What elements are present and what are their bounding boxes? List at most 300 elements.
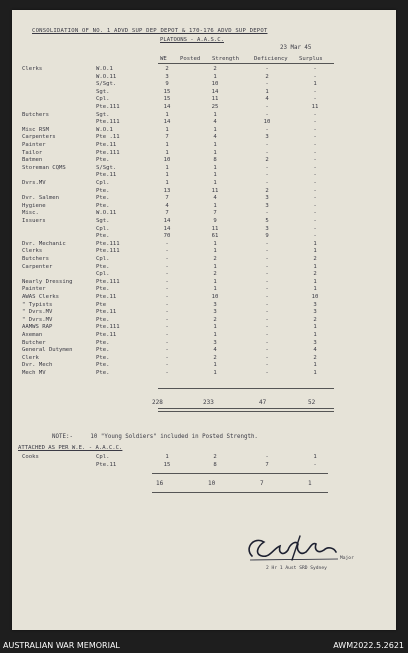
totals-rule-top bbox=[158, 388, 334, 389]
row-deficiency: - bbox=[265, 354, 269, 361]
row-posted: 1 bbox=[213, 126, 217, 133]
row-we: - bbox=[165, 294, 169, 300]
row-we: 2 bbox=[165, 66, 169, 72]
row-we: - bbox=[165, 301, 169, 308]
row-rank: W.O.1 bbox=[96, 66, 113, 72]
row-deficiency: - bbox=[265, 332, 269, 338]
row-posted: 1 bbox=[213, 111, 217, 118]
row-deficiency: - bbox=[265, 339, 269, 346]
footer-accession-number: AWM2022.5.2621 bbox=[333, 641, 404, 650]
row-posted: 2 bbox=[213, 454, 217, 460]
table-row bbox=[12, 210, 396, 217]
row-we: 15 bbox=[163, 96, 171, 103]
row-posted: 1 bbox=[213, 263, 217, 270]
row-trade: Carpenters bbox=[22, 134, 56, 141]
row-deficiency: - bbox=[265, 324, 269, 331]
row-we: - bbox=[165, 256, 169, 262]
row-we: - bbox=[165, 370, 169, 376]
row-rank: W.O.1 bbox=[96, 126, 113, 133]
table-row bbox=[12, 362, 396, 369]
table-row bbox=[12, 248, 396, 255]
row-rank: W.O.11 bbox=[96, 210, 117, 217]
document-subtitle: PLATOONS - A.A.S.C. bbox=[160, 37, 224, 43]
row-deficiency: 1 bbox=[265, 88, 269, 95]
signature bbox=[240, 530, 350, 566]
table-row bbox=[12, 112, 396, 119]
row-rank: Pte.11 bbox=[96, 461, 117, 468]
row-deficiency: - bbox=[265, 164, 269, 171]
row-trade: Mech MV bbox=[22, 370, 46, 376]
document-date: 23 Mar 45 bbox=[280, 45, 312, 51]
row-we: 1 bbox=[165, 172, 169, 179]
row-rank: Pte.11 bbox=[96, 142, 117, 148]
row-rank: Pte.111 bbox=[96, 149, 120, 156]
row-surplus: - bbox=[313, 195, 317, 202]
row-deficiency: - bbox=[265, 126, 269, 133]
row-surplus: 1 bbox=[313, 286, 317, 293]
row-deficiency: - bbox=[265, 347, 269, 354]
attached-heading: ATTACHED AS PER W.E. - A.A.C.C. bbox=[18, 445, 123, 451]
row-surplus: - bbox=[313, 73, 317, 80]
document-title: CONSOLIDATION OF NO. 1 ADVD SUP DEP DEPOT & 170-176 ADVD SUP DEPOT bbox=[32, 28, 268, 34]
row-trade: Butchers bbox=[22, 256, 49, 262]
row-deficiency: 5 bbox=[265, 218, 269, 224]
row-we: 1 bbox=[165, 149, 169, 156]
row-posted: 25 bbox=[211, 104, 219, 110]
row-surplus: - bbox=[313, 142, 317, 148]
row-rank: Pte. bbox=[96, 263, 110, 270]
row-rank: Pte.11 bbox=[96, 309, 117, 316]
row-posted: 4 bbox=[213, 347, 217, 354]
header-we: WE bbox=[160, 56, 167, 62]
row-deficiency: - bbox=[265, 180, 269, 186]
row-we: - bbox=[165, 324, 169, 331]
row-deficiency: - bbox=[265, 271, 269, 278]
header-deficiency: Deficiency bbox=[254, 56, 288, 62]
row-trade: Butchers bbox=[22, 111, 49, 118]
row-posted: 2 bbox=[213, 316, 217, 323]
row-posted: 4 bbox=[213, 134, 217, 141]
row-posted: 10 bbox=[211, 294, 219, 300]
row-trade: Dvrs.MV bbox=[22, 180, 46, 186]
row-rank: Pte.11 bbox=[96, 172, 117, 179]
table-row bbox=[12, 66, 396, 73]
row-rank: Pte. bbox=[96, 316, 110, 323]
signature-unit: 2 Hr 1 Aust SRD Sydney bbox=[266, 566, 327, 571]
row-posted: 9 bbox=[213, 218, 217, 224]
row-surplus: 1 bbox=[313, 370, 317, 376]
row-deficiency: 3 bbox=[265, 202, 269, 209]
row-posted: 4 bbox=[213, 195, 217, 202]
row-posted: 1 bbox=[213, 248, 217, 255]
row-surplus: 3 bbox=[313, 301, 317, 308]
row-we: 1 bbox=[165, 126, 169, 133]
row-rank: S/Sgt. bbox=[96, 81, 117, 88]
row-surplus: 1 bbox=[313, 362, 317, 369]
row-posted: 1 bbox=[213, 73, 217, 80]
header-rule bbox=[158, 63, 334, 64]
row-surplus: 1 bbox=[313, 81, 317, 88]
row-posted: 61 bbox=[211, 233, 219, 240]
row-surplus: - bbox=[313, 126, 317, 133]
row-rank: Pte. bbox=[96, 195, 110, 202]
row-surplus: 3 bbox=[313, 339, 317, 346]
row-trade: Dvr. Mechanic bbox=[22, 240, 66, 247]
row-surplus: - bbox=[313, 119, 317, 126]
row-rank: Pte.111 bbox=[96, 248, 120, 255]
row-rank: Pte. bbox=[96, 233, 110, 240]
row-surplus: - bbox=[313, 180, 317, 186]
row-trade: " Dvrs.MV bbox=[22, 309, 53, 316]
row-deficiency: 2 bbox=[265, 187, 269, 194]
row-surplus: - bbox=[313, 461, 317, 468]
row-deficiency: - bbox=[265, 240, 269, 247]
row-we: 1 bbox=[165, 111, 169, 118]
row-we: - bbox=[165, 271, 169, 278]
row-surplus: - bbox=[313, 225, 317, 232]
table-row bbox=[12, 195, 396, 202]
document-page bbox=[12, 10, 396, 630]
row-we: 70 bbox=[163, 233, 171, 240]
row-we: 7 bbox=[165, 134, 169, 141]
row-trade: Misc RSM bbox=[22, 126, 49, 133]
table-row bbox=[12, 241, 396, 248]
table-row bbox=[12, 294, 396, 301]
row-posted: 11 bbox=[211, 225, 219, 232]
row-surplus: 1 bbox=[313, 263, 317, 270]
row-we: 10 bbox=[163, 157, 171, 164]
totals-rule-bottom bbox=[158, 408, 334, 409]
row-rank: Pte.111 bbox=[96, 240, 120, 247]
table-row bbox=[12, 340, 396, 347]
row-we: - bbox=[165, 278, 169, 285]
table-row bbox=[12, 74, 396, 81]
row-posted: 1 bbox=[213, 332, 217, 338]
row-deficiency: - bbox=[265, 111, 269, 118]
row-we: 4 bbox=[165, 202, 169, 209]
table-row bbox=[12, 279, 396, 286]
row-rank: W.O.11 bbox=[96, 73, 117, 80]
row-we: - bbox=[165, 354, 169, 361]
row-surplus: 1 bbox=[313, 248, 317, 255]
table-row bbox=[12, 81, 396, 88]
row-we: 14 bbox=[163, 104, 171, 110]
row-surplus: 4 bbox=[313, 347, 317, 354]
row-deficiency: 3 bbox=[265, 225, 269, 232]
row-surplus: 1 bbox=[313, 278, 317, 285]
table-row bbox=[12, 256, 396, 263]
row-deficiency: - bbox=[265, 263, 269, 270]
row-we: 7 bbox=[165, 195, 169, 202]
row-rank: Pte. bbox=[96, 362, 110, 369]
table-row bbox=[12, 134, 396, 141]
row-deficiency: 4 bbox=[265, 96, 269, 103]
table-row bbox=[12, 203, 396, 210]
attached-rule-bottom bbox=[152, 492, 328, 493]
row-we: 15 bbox=[163, 88, 171, 95]
row-posted: 1 bbox=[213, 149, 217, 156]
row-deficiency: - bbox=[265, 454, 269, 460]
row-trade: AAMWS RAP bbox=[22, 324, 53, 331]
total-surplus: 52 bbox=[308, 399, 316, 406]
table-row bbox=[12, 218, 396, 225]
row-surplus: - bbox=[313, 88, 317, 95]
row-posted: 4 bbox=[213, 119, 217, 126]
row-surplus: 3 bbox=[313, 309, 317, 316]
row-we: 1 bbox=[165, 180, 169, 186]
table-row bbox=[12, 119, 396, 126]
row-posted: 1 bbox=[213, 180, 217, 186]
attached-total-surplus: 1 bbox=[308, 480, 312, 487]
row-rank: Pte. bbox=[96, 157, 110, 164]
row-posted: 2 bbox=[213, 271, 217, 278]
table-row bbox=[12, 332, 396, 339]
row-trade: " Typists bbox=[22, 301, 53, 308]
row-rank: Pte. bbox=[96, 202, 110, 209]
row-we: - bbox=[165, 240, 169, 247]
row-surplus: 10 bbox=[311, 294, 319, 300]
table-row bbox=[12, 370, 396, 377]
total-posted: 233 bbox=[203, 399, 214, 406]
row-posted: 1 bbox=[213, 362, 217, 369]
row-deficiency: - bbox=[265, 256, 269, 262]
table-row bbox=[12, 347, 396, 354]
table-row bbox=[12, 180, 396, 187]
row-we: 1 bbox=[165, 454, 169, 460]
row-deficiency: - bbox=[265, 248, 269, 255]
row-trade: General Dutymen bbox=[22, 347, 73, 354]
row-rank: Pte. bbox=[96, 354, 110, 361]
row-trade: Carpenter bbox=[22, 263, 53, 270]
row-deficiency: - bbox=[265, 362, 269, 369]
row-trade: Storeman CQMS bbox=[22, 164, 66, 171]
row-posted: 8 bbox=[213, 461, 217, 468]
table-row bbox=[12, 188, 396, 195]
row-posted: 11 bbox=[211, 187, 219, 194]
row-we: 15 bbox=[163, 461, 171, 468]
row-deficiency: - bbox=[265, 172, 269, 179]
row-we: - bbox=[165, 362, 169, 369]
row-we: - bbox=[165, 316, 169, 323]
row-rank: Cpl. bbox=[96, 225, 110, 232]
row-surplus: - bbox=[313, 172, 317, 179]
footer-institution: AUSTRALIAN WAR MEMORIAL bbox=[3, 641, 120, 650]
row-rank: Pte. bbox=[96, 347, 110, 354]
row-surplus: - bbox=[313, 202, 317, 209]
table-row bbox=[12, 264, 396, 271]
row-posted: 2 bbox=[213, 354, 217, 361]
row-we: - bbox=[165, 347, 169, 354]
attached-rule-top bbox=[152, 473, 328, 474]
row-surplus: 1 bbox=[313, 240, 317, 247]
row-trade: Axeman bbox=[22, 332, 43, 338]
row-posted: 10 bbox=[211, 81, 219, 88]
table-row bbox=[12, 89, 396, 96]
table-row bbox=[12, 454, 396, 461]
row-trade: Batmen bbox=[22, 157, 43, 164]
signature-rank: Major bbox=[340, 556, 354, 561]
row-rank: Pte.111 bbox=[96, 104, 120, 110]
table-row bbox=[12, 286, 396, 293]
row-we: 1 bbox=[165, 164, 169, 171]
row-trade: Issuers bbox=[22, 218, 46, 224]
row-surplus: - bbox=[313, 187, 317, 194]
row-rank: Pte.111 bbox=[96, 119, 120, 126]
total-deficiency: 47 bbox=[259, 399, 267, 406]
table-row bbox=[12, 165, 396, 172]
row-deficiency: 2 bbox=[265, 157, 269, 164]
attached-total-posted: 10 bbox=[208, 480, 216, 487]
row-posted: 1 bbox=[213, 202, 217, 209]
row-we: - bbox=[165, 339, 169, 346]
row-we: - bbox=[165, 263, 169, 270]
row-posted: 3 bbox=[213, 309, 217, 316]
row-posted: 8 bbox=[213, 157, 217, 164]
row-deficiency: - bbox=[265, 309, 269, 316]
row-surplus: 1 bbox=[313, 332, 317, 338]
table-row bbox=[12, 324, 396, 331]
row-deficiency: - bbox=[265, 294, 269, 300]
row-posted: 1 bbox=[213, 278, 217, 285]
row-rank: Pte.111 bbox=[96, 324, 120, 331]
row-deficiency: 3 bbox=[265, 134, 269, 141]
row-we: 14 bbox=[163, 225, 171, 232]
row-we: 3 bbox=[165, 73, 169, 80]
row-surplus: 2 bbox=[313, 316, 317, 323]
row-deficiency: - bbox=[265, 370, 269, 376]
row-we: 14 bbox=[163, 218, 171, 224]
row-trade: Butcher bbox=[22, 339, 46, 346]
table-row bbox=[12, 172, 396, 179]
row-trade: Hygiene bbox=[22, 202, 46, 209]
row-posted: 2 bbox=[213, 66, 217, 72]
row-we: - bbox=[165, 286, 169, 293]
row-posted: 1 bbox=[213, 240, 217, 247]
table-row bbox=[12, 309, 396, 316]
note bbox=[52, 434, 258, 440]
row-posted: 1 bbox=[213, 286, 217, 293]
row-deficiency: - bbox=[265, 316, 269, 323]
row-surplus: 2 bbox=[313, 354, 317, 361]
row-surplus: - bbox=[313, 164, 317, 171]
table-row bbox=[12, 317, 396, 324]
row-trade: Dvr. Mech bbox=[22, 362, 53, 369]
row-rank: Pte.111 bbox=[96, 278, 120, 285]
row-rank: Pte. bbox=[96, 339, 110, 346]
row-rank: Pte. bbox=[96, 370, 110, 376]
row-deficiency: - bbox=[265, 278, 269, 285]
row-trade: Nearly Dressing bbox=[22, 278, 73, 285]
row-rank: S/Sgt. bbox=[96, 164, 117, 171]
row-we: - bbox=[165, 248, 169, 255]
table-row bbox=[12, 142, 396, 149]
row-surplus: - bbox=[313, 111, 317, 118]
row-deficiency: 9 bbox=[265, 233, 269, 240]
row-deficiency: 7 bbox=[265, 461, 269, 468]
row-we: 13 bbox=[163, 187, 171, 194]
row-posted: 2 bbox=[213, 256, 217, 262]
row-posted: 1 bbox=[213, 324, 217, 331]
row-deficiency: - bbox=[265, 104, 269, 110]
row-posted: 1 bbox=[213, 370, 217, 376]
row-rank: Pte.11 bbox=[96, 332, 117, 338]
row-rank: Cpl. bbox=[96, 180, 110, 186]
row-deficiency: 2 bbox=[265, 73, 269, 80]
row-surplus: 1 bbox=[313, 324, 317, 331]
row-surplus: 11 bbox=[311, 104, 319, 110]
row-deficiency: - bbox=[265, 210, 269, 217]
row-trade: Misc. bbox=[22, 210, 39, 217]
table-row bbox=[12, 302, 396, 309]
footer bbox=[0, 641, 408, 653]
table-row bbox=[12, 462, 396, 469]
row-trade: Painter bbox=[22, 286, 46, 293]
row-we: - bbox=[165, 332, 169, 338]
table-row bbox=[12, 127, 396, 134]
row-surplus: - bbox=[313, 210, 317, 217]
row-rank: Pte. bbox=[96, 286, 110, 293]
note-text: 10 "Young Soldiers" included in Posted Strength. bbox=[90, 434, 258, 440]
row-surplus: 1 bbox=[313, 454, 317, 460]
row-deficiency: - bbox=[265, 66, 269, 72]
row-surplus: - bbox=[313, 233, 317, 240]
row-surplus: - bbox=[313, 66, 317, 72]
row-trade: Clerks bbox=[22, 248, 43, 255]
row-surplus: - bbox=[313, 96, 317, 103]
row-we: - bbox=[165, 309, 169, 316]
row-rank: Cpl. bbox=[96, 454, 110, 460]
row-rank: Cpl. bbox=[96, 271, 110, 278]
row-trade: Dvr. Salmen bbox=[22, 195, 60, 202]
row-we: 1 bbox=[165, 142, 169, 148]
table-row bbox=[12, 226, 396, 233]
header-surplus: Surplus bbox=[299, 56, 323, 62]
row-surplus: 2 bbox=[313, 256, 317, 262]
row-surplus: - bbox=[313, 149, 317, 156]
row-we: 7 bbox=[165, 210, 169, 217]
row-rank: Sgt. bbox=[96, 218, 110, 224]
table-row bbox=[12, 271, 396, 278]
table-row bbox=[12, 104, 396, 111]
header-posted: Posted bbox=[180, 56, 201, 62]
row-trade: Cooks bbox=[22, 454, 39, 460]
row-posted: 1 bbox=[213, 172, 217, 179]
row-posted: 14 bbox=[211, 88, 219, 95]
row-posted: 3 bbox=[213, 301, 217, 308]
attached-total-deficiency: 7 bbox=[260, 480, 264, 487]
row-posted: 7 bbox=[213, 210, 217, 217]
row-posted: 11 bbox=[211, 96, 219, 103]
row-surplus: - bbox=[313, 218, 317, 224]
row-deficiency: - bbox=[265, 149, 269, 156]
table-row bbox=[12, 157, 396, 164]
table-row bbox=[12, 355, 396, 362]
row-trade: Clerks bbox=[22, 66, 43, 72]
row-rank: Sgt. bbox=[96, 88, 110, 95]
row-surplus: - bbox=[313, 157, 317, 164]
row-deficiency: 10 bbox=[263, 119, 271, 126]
totals-rule-double bbox=[158, 411, 334, 412]
row-trade: Painter bbox=[22, 142, 46, 148]
row-surplus: - bbox=[313, 134, 317, 141]
table-row bbox=[12, 233, 396, 240]
row-trade: Clerk bbox=[22, 354, 39, 361]
total-we: 228 bbox=[152, 399, 163, 406]
row-posted: 1 bbox=[213, 164, 217, 171]
row-deficiency: - bbox=[265, 81, 269, 88]
row-trade: " Dvrs.MV bbox=[22, 316, 53, 323]
row-rank: Cpl. bbox=[96, 96, 110, 103]
